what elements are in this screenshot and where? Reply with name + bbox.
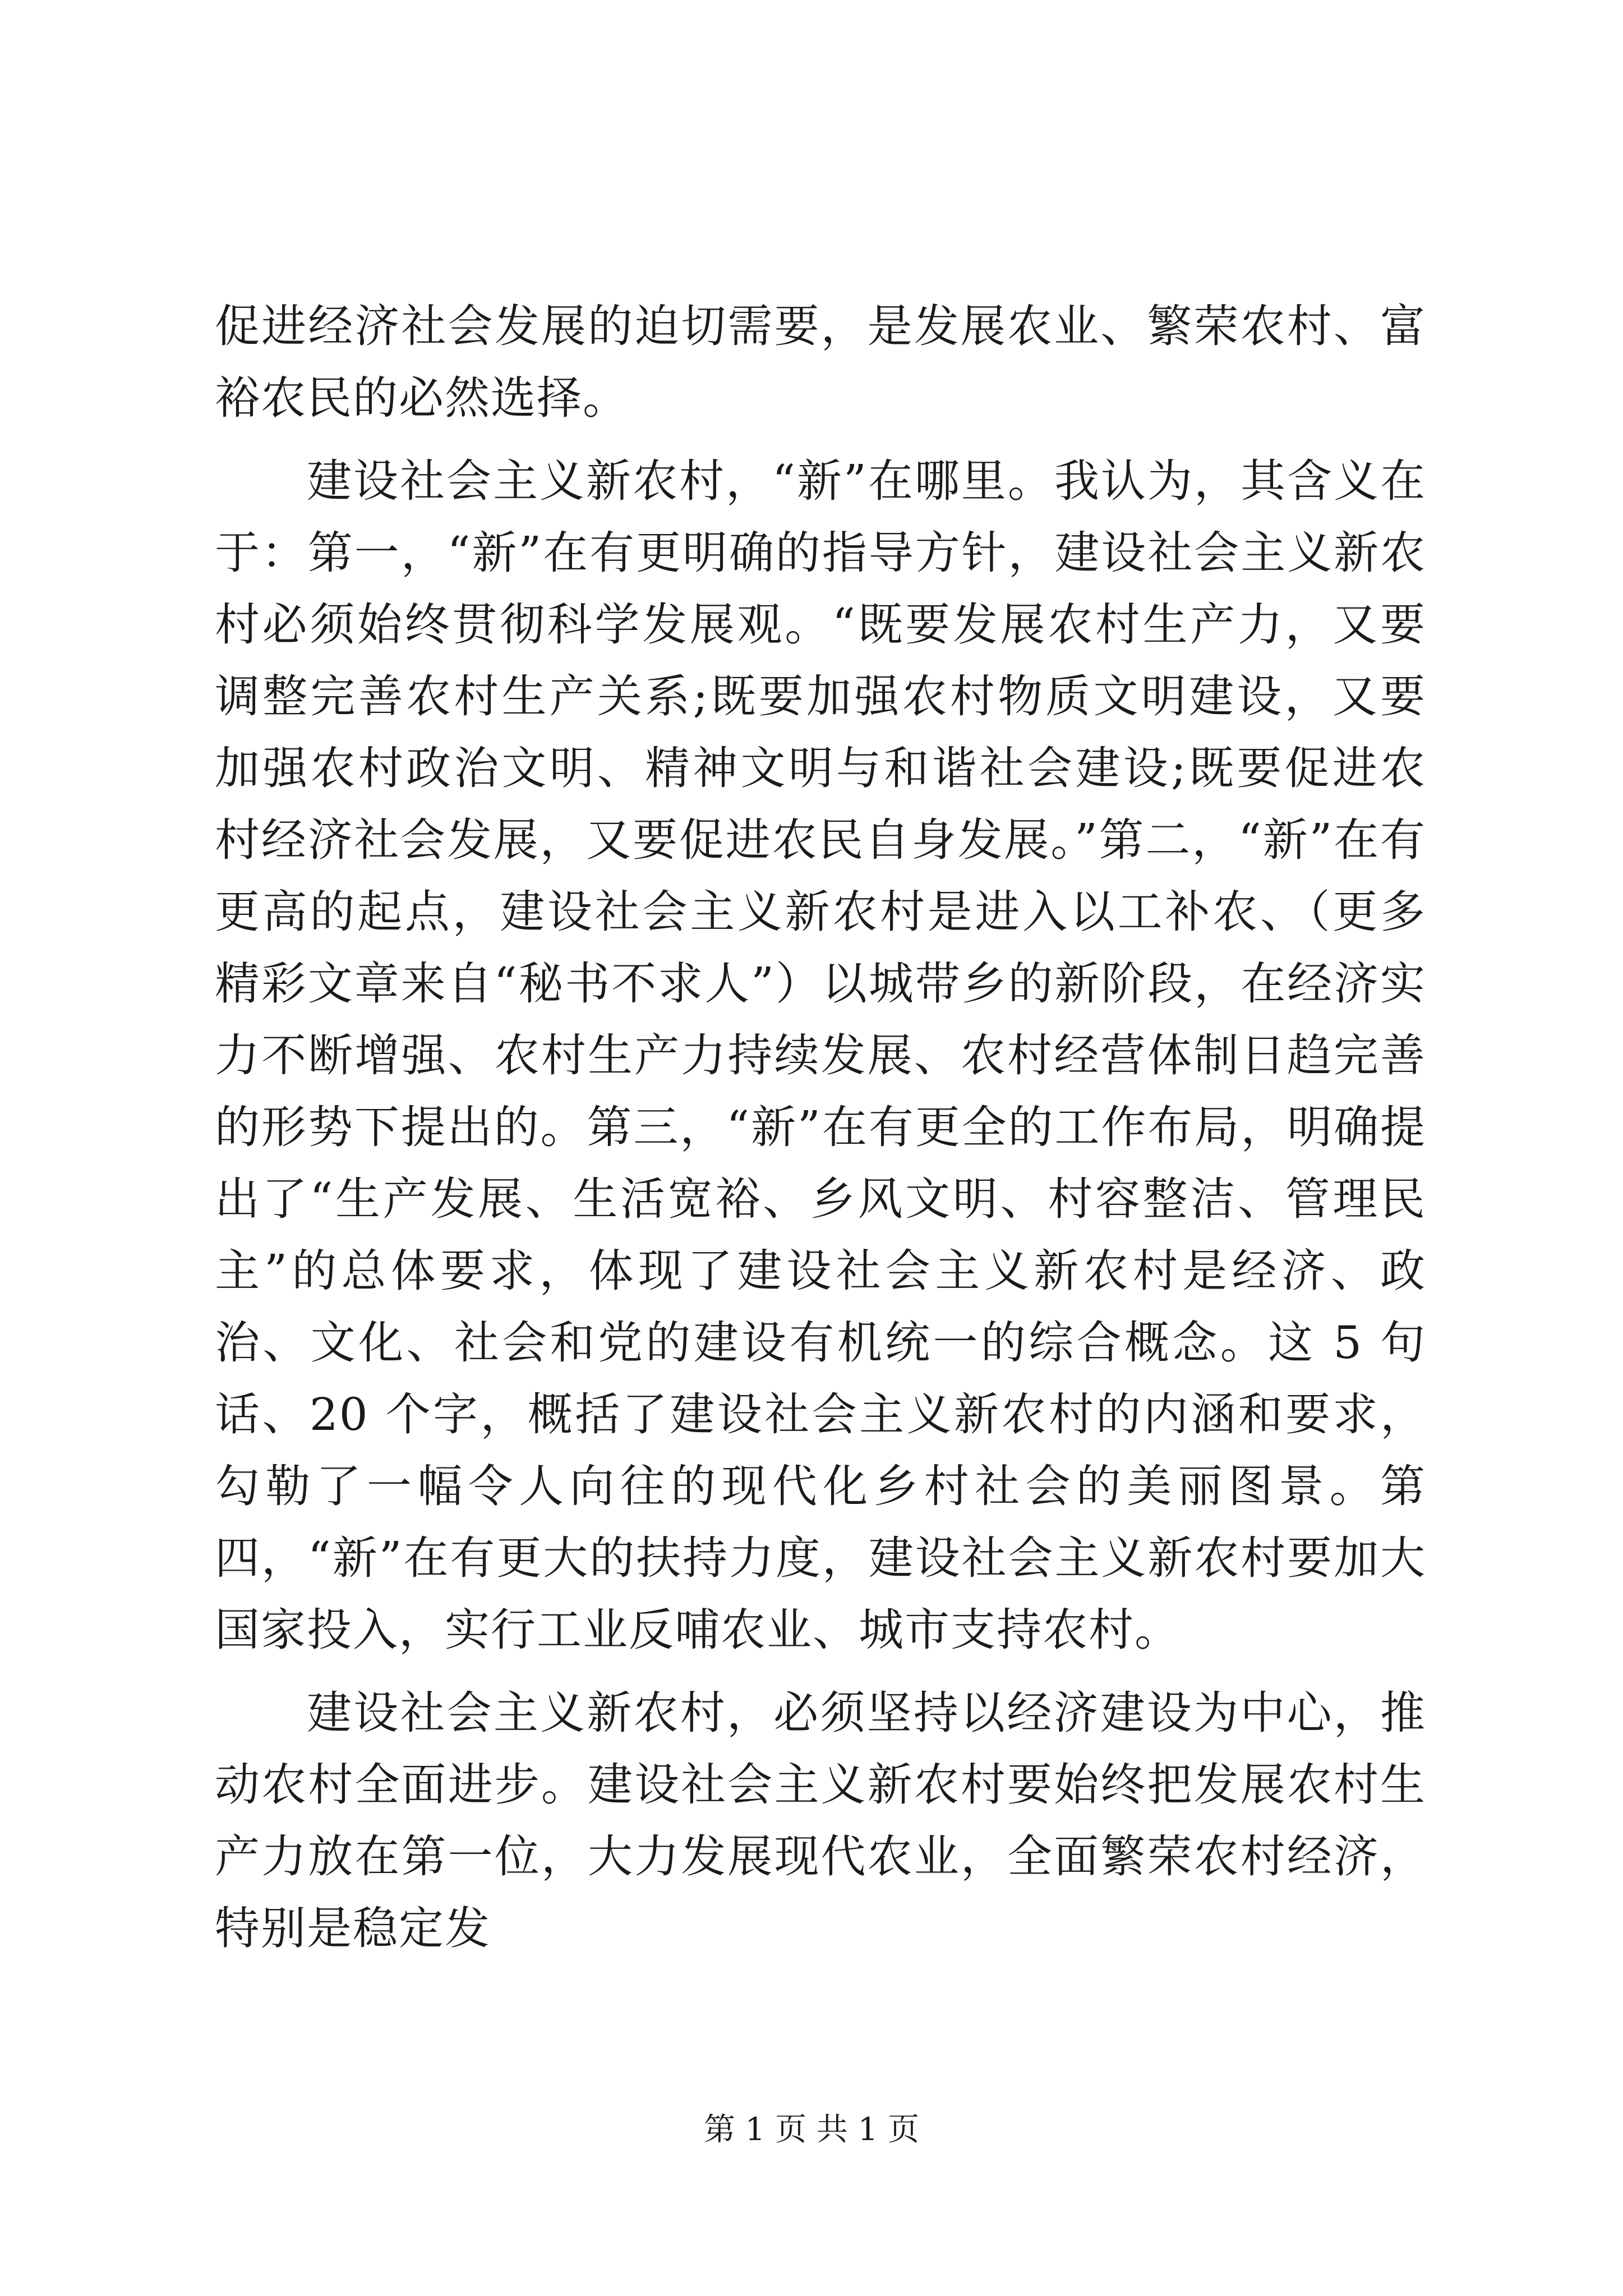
paragraph-3: 建设社会主义新农村，必须坚持以经济建设为中心，推动农村全面进步。建设社会主义新农村要始终把发展农村生产力放在第一位，大力发展现代农业，全面繁荣农村经济，特别是稳定发 xyxy=(215,1687,1426,1954)
page-footer: 第 1 页 共 1 页 xyxy=(703,2111,920,2148)
paragraph-1: 促进经济社会发展的迫切需要，是发展农业、繁荣农村、富裕农民的必然选择。 xyxy=(215,300,1426,424)
paragraph-2: 建设社会主义新农村，“新”在哪里。我认为，其含义在于：第一，“新”在有更明确的指导方针，建设社会主义新农村必须始终贯彻科学发展观。“既要发展农村生产力，又要调整完善农村生产关系;既要加强农村物质文明建设，又要加强农村政治文明、精神文明与和谐社会建设;既要促进农村经济社会发展，又要促进农民自身发展。”第二，“新”在有更高的起点，建设社会主义新农村是进入以工补农、（更多精彩文章来自“秘书不求人”）以城带乡的新阶段，在经济实力不断增强、农村生产力持续发展、农村经营体制日趋完善的形势下提出的。第三，“新”在有更全的工作布局，明确提出了“生产发展、生活宽裕、乡风文明、村容整洁、管理民主”的总体要求，体现了建设社会主义新农村是经济、政治、文化、社会和党的建设有机统一的综合概念。这 5 句话、20 个字，概括了建设社会主义新农村的内涵和要求，勾勒了一幅令人向往的现代化乡村社会的美丽图景。第四，“新”在有更大的扶持力度，建设社会主义新农村要加大国家投入，实行工业反哺农业、城市支持农村。 xyxy=(215,455,1426,1656)
document-body xyxy=(215,291,1426,1964)
